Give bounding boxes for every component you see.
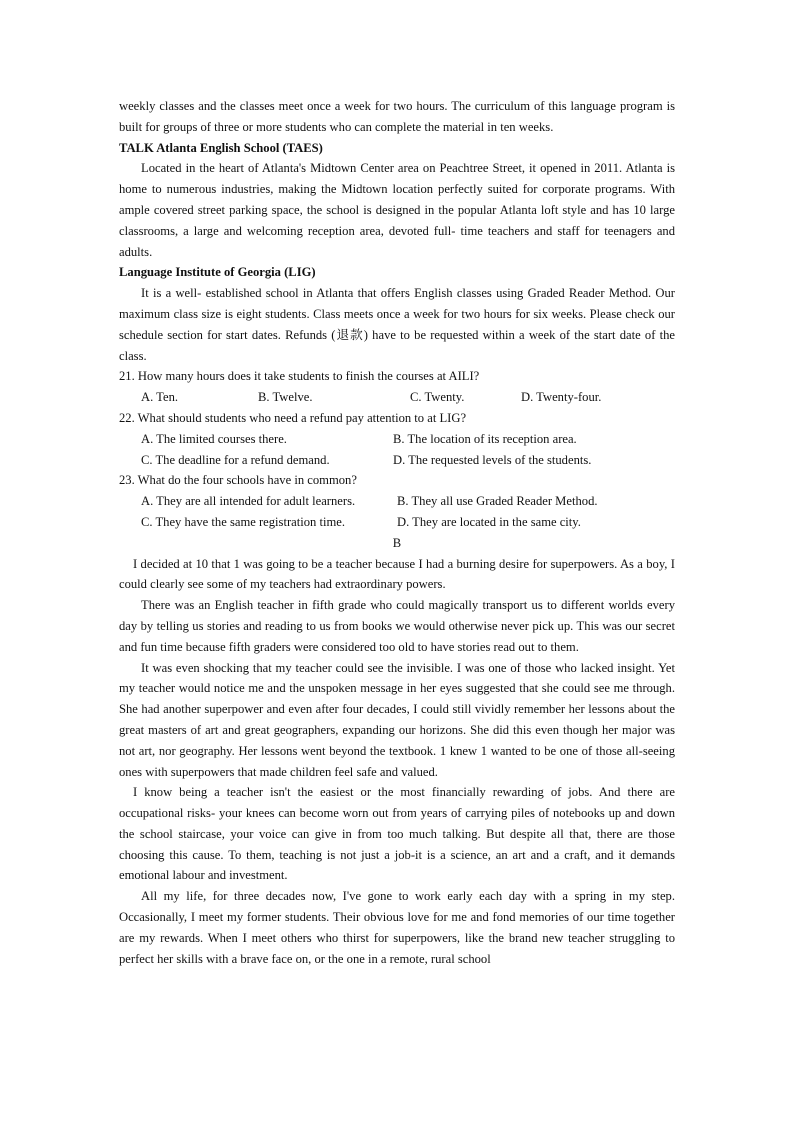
question-options-row-2 [119, 450, 675, 471]
question-options-row-1 [119, 491, 675, 512]
option-d: D. They are located in the same city. [397, 514, 581, 529]
passage-b-paragraph-3: It was even shocking that my teacher could see the invisible. I was one of those who lacked insight. Yet my teacher would notice me and the unspoken message in her eyes suggested that she could see me through. She had another superpower and even after four decades, I could still vividly remember her lessons about the great masters of art and great geographers, expanding our horizons. She did this even though her major was not art, nor geography. Her lessons went beyond the textbook. 1 knew 1 wanted to be one of those all-seeing ones with superpowers that made children feel safe and valued. [119, 660, 675, 779]
option-b: B. They all use Graded Reader Method. [397, 494, 598, 509]
option-d: D. Twenty-four. [521, 390, 602, 405]
question-options-row-2 [119, 512, 675, 533]
school-body-lig: It is a well- established school in Atlanta that offers English classes using Graded Reader Method. Our maximum class size is eight students. Class meets once a week for two hours for six weeks. Please check our schedule section for start dates. Refunds (退款) have to be requested within a week of the start date of the class. [119, 286, 675, 363]
question-23 [119, 470, 675, 532]
option-c: C. The deadline for a refund demand. [141, 452, 330, 467]
option-b: B. Twelve. [258, 390, 313, 405]
question-stem: 22. What should students who need a refund pay attention to at LIG? [119, 410, 467, 425]
passage-b-paragraph-4: I know being a teacher isn't the easiest or the most financially rewarding of jobs. And there are occupational risks- your knees can become worn out from years of carrying piles of notebooks up and down the school staircase, your voice can give in from too much talking. But despite all that, there are those choosing this cause. To them, teaching is not just a job-it is a science, an art and a craft, and it demands emotional labour and investment. [119, 785, 675, 883]
option-c: C. They have the same registration time. [141, 514, 346, 529]
question-22 [119, 408, 675, 470]
document-page [119, 96, 675, 969]
question-stem: 23. What do the four schools have in common? [119, 473, 357, 488]
option-a: A. The limited courses there. [141, 431, 287, 446]
option-c: C. Twenty. [410, 390, 465, 405]
school-heading-taes: TALK Atlanta English School (TAES) [119, 140, 323, 155]
passage-b-paragraph-5: All my life, for three decades now, I've gone to work early each day with a spring in my step. Occasionally, I meet my former students. Their obvious love for me and fond memories of our time together are my rewards. When I meet others who thirst for superpowers, like the brand new teacher struggling to perfect her skills with a brave face on, or the one in a remote, rural school [119, 889, 675, 966]
question-21 [119, 366, 675, 408]
option-b: B. The location of its reception area. [393, 431, 577, 446]
option-a: A. They are all intended for adult learners. [141, 494, 356, 509]
question-options-row-1 [119, 429, 675, 450]
passage-b-paragraph-2: There was an English teacher in fifth grade who could magically transport us to different worlds every day by telling us stories and reading to us from books we would otherwise never pick up. This was our secret and fun time because fifth graders were considered too old to have stories read out to them. [119, 598, 675, 654]
passage-b-paragraph-1: I decided at 10 that 1 was going to be a teacher because I had a burning desire for superpowers. As a boy, I could clearly see some of my teachers had extraordinary powers. [119, 556, 675, 592]
passage-a-continued: weekly classes and the classes meet once a week for two hours. The curriculum of this language program is built for groups of three or more students who can complete the material in ten weeks. [119, 99, 675, 134]
section-label-b: B [392, 535, 402, 550]
school-heading-lig: Language Institute of Georgia (LIG) [119, 265, 316, 280]
question-stem: 21. How many hours does it take students to finish the courses at AILI? [119, 369, 480, 384]
option-d: D. The requested levels of the students. [393, 452, 592, 467]
school-body-taes: Located in the heart of Atlanta's Midtown Center area on Peachtree Street, it opened in 2011. Atlanta is home to numerous industries, making the Midtown location perfectly suited for corporate programs. With ample covered street parking space, the school is designed in the popular Atlanta loft style and has 10 large classrooms, a large and welcoming reception area, devoted full- time teachers and staff for teenagers and adults. [119, 161, 675, 259]
option-a: A. Ten. [141, 390, 179, 405]
question-options [119, 387, 675, 408]
